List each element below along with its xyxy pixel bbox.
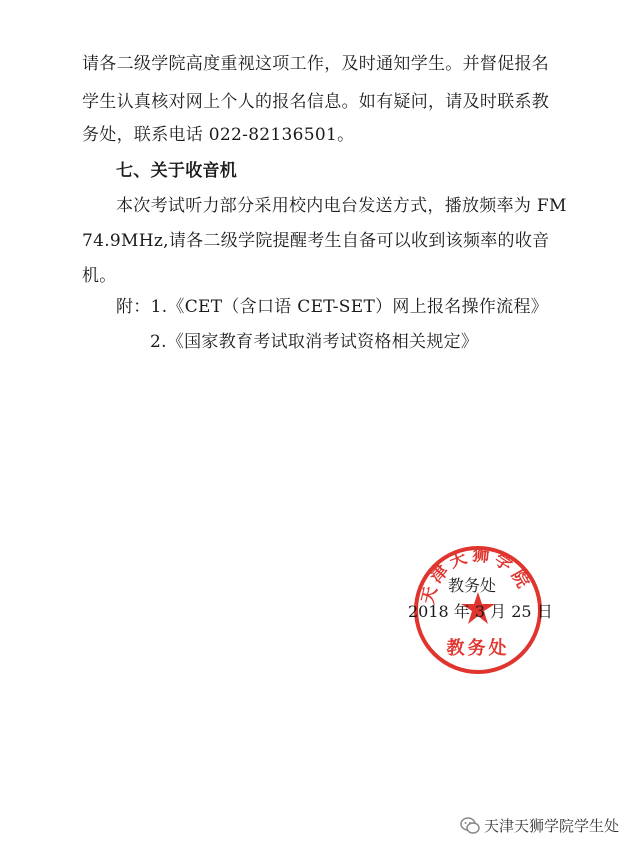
footer-account-name: 天津天狮学院学生处 [483,817,619,835]
signature-date: 2018 年 3 月 25 日 [408,602,553,621]
body-line-1: 请各二级学院高度重视这项工作，及时通知学生。并督促报名 [82,54,550,74]
body-line-3: 务处，联系电话 022-82136501。 [82,125,355,145]
body-line-2: 学生认真核对网上个人的报名信息。如有疑问，请及时联系教 [82,92,550,112]
section-heading: 七、关于收音机 [116,161,238,181]
footer-watermark [460,815,619,836]
attachment-1: 附：1.《CET（含口语 CET-SET）网上报名操作流程》 [116,297,549,317]
radio-line-1: 本次考试听力部分采用校内电台发送方式，播放频率为 FM [116,196,567,216]
attachment-2: 2.《国家教育考试取消考试资格相关规定》 [150,332,479,352]
wechat-icon [460,817,480,835]
svg-text:教务处: 教务处 [446,638,510,659]
radio-line-2: 74.9MHz,请各二级学院提醒考生自备可以收到该频率的收音 [82,231,550,251]
radio-line-3: 机。 [82,266,117,286]
signature-office: 教务处 [448,576,497,595]
svg-text:天津天狮学院: 天津天狮学院 [418,545,535,607]
